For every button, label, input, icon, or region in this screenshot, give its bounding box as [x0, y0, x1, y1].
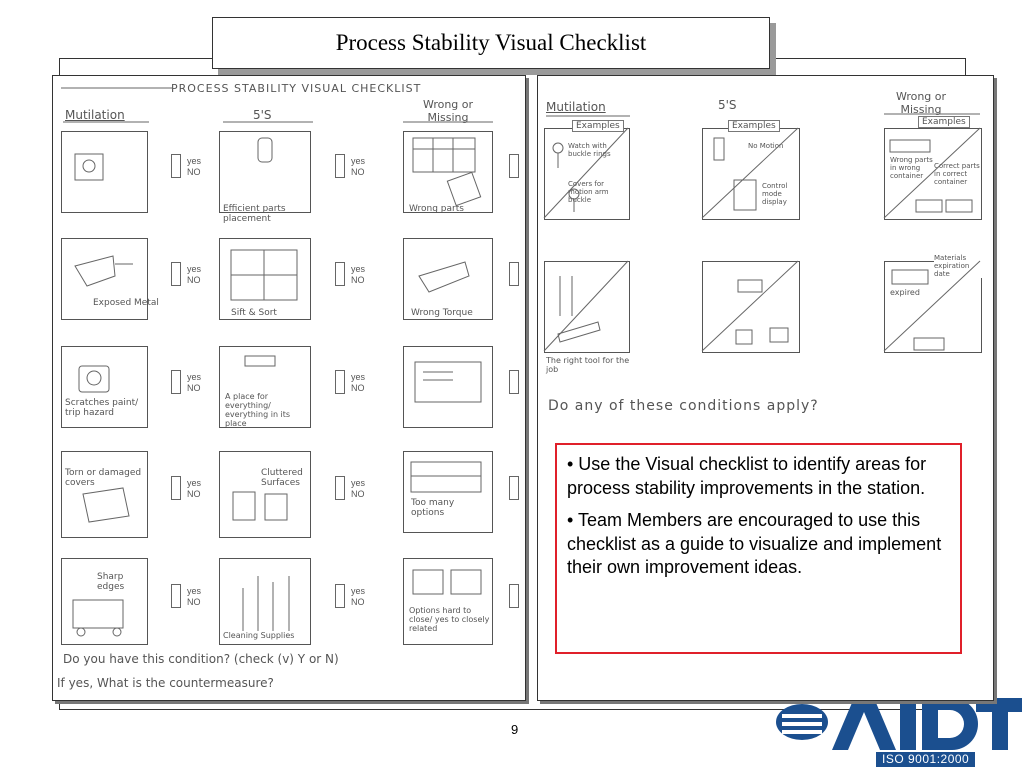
examples-tag-2: Examples [728, 120, 780, 132]
yes-no-r5c2: yes NO [351, 586, 366, 607]
left-question-condition: Do you have this condition? (check (v) Y or N) [63, 652, 339, 666]
left-sheet-sketches [53, 76, 525, 700]
caption-exposed-metal: Exposed Metal [93, 298, 159, 308]
caption-torn-covers: Torn or damaged covers [65, 468, 142, 488]
callout-bullet-1: • Use the Visual checklist to identify areas for process stability improvements in the station. [567, 454, 927, 498]
yes-no-r1c2: yes NO [351, 156, 366, 177]
caption-wrong-parts-container: Wrong parts in wrong container [890, 156, 933, 180]
right-col-5s: 5'S [718, 98, 737, 112]
left-col-wrong-missing: Wrong or Missing [422, 98, 474, 124]
caption-materials-expiration: Materials expiration date [934, 254, 982, 278]
title-box [212, 17, 770, 69]
yes-no-r5c1: yes NO [187, 586, 202, 607]
yes-no-r2c1: yes NO [187, 264, 202, 285]
caption-sharp-edges: Sharp edges [97, 572, 125, 592]
right-question: Do any of these conditions apply? [548, 398, 819, 414]
yes-no-r2c2: yes NO [351, 264, 366, 285]
caption-control-mode: Control mode display [762, 182, 788, 206]
left-question-countermeasure: If yes, What is the countermeasure? [57, 676, 274, 690]
caption-wrong-torque: Wrong Torque [411, 308, 473, 318]
page-title: Process Stability Visual Checklist [335, 30, 647, 55]
left-col-5s: 5'S [253, 108, 272, 122]
yes-no-r4c1: yes NO [187, 478, 202, 499]
yes-no-r1c1: yes NO [187, 156, 202, 177]
caption-too-many-options: Too many options [411, 498, 455, 518]
page-number: 9 [511, 722, 519, 737]
left-col-mutilation: Mutilation [65, 108, 125, 122]
caption-scratches: Scratches paint/ trip hazard [65, 398, 139, 418]
caption-no-motion: No Motion [748, 142, 784, 150]
caption-cluttered: Cluttered Surfaces [261, 468, 303, 488]
right-col-wrong-missing: Wrong or Missing [895, 90, 947, 116]
caption-sift-sort: Sift & Sort [231, 308, 277, 318]
caption-place-for-everything: A place for everything/ everything in its place [225, 392, 291, 428]
callout-bullet-2: • Team Members are encouraged to use this checklist as a guide to visualize and implement their own improvement ideas. [567, 510, 942, 577]
yes-no-r3c1: yes NO [187, 372, 202, 393]
examples-tag-1: Examples [572, 120, 624, 132]
caption-watch: Watch with buckle rings [568, 142, 611, 158]
caption-wrong-parts: Wrong parts [409, 204, 464, 214]
yes-no-r4c2: yes NO [351, 478, 366, 499]
left-checklist-sheet [52, 75, 526, 701]
yes-no-r3c2: yes NO [351, 372, 366, 393]
caption-efficient-parts: Efficient parts placement [223, 204, 286, 224]
right-col-mutilation: Mutilation [546, 100, 606, 114]
iso-certification: ISO 9001:2000 [876, 752, 975, 767]
caption-expired: expired [890, 288, 920, 297]
left-sheet-heading: PROCESS STABILITY VISUAL CHECKLIST [171, 82, 422, 95]
caption-correct-parts-container: Correct parts in correct container [934, 162, 980, 186]
caption-options-hard: Options hard to close/ yes to closely related [409, 606, 490, 633]
caption-right-tool: The right tool for the job [546, 356, 630, 374]
caption-covers-motion: Covers for motion arm buckle [568, 180, 609, 204]
examples-tag-3: Examples [918, 116, 970, 128]
caption-cleaning-supplies: Cleaning Supplies [223, 631, 295, 640]
instructions-callout [555, 443, 962, 654]
